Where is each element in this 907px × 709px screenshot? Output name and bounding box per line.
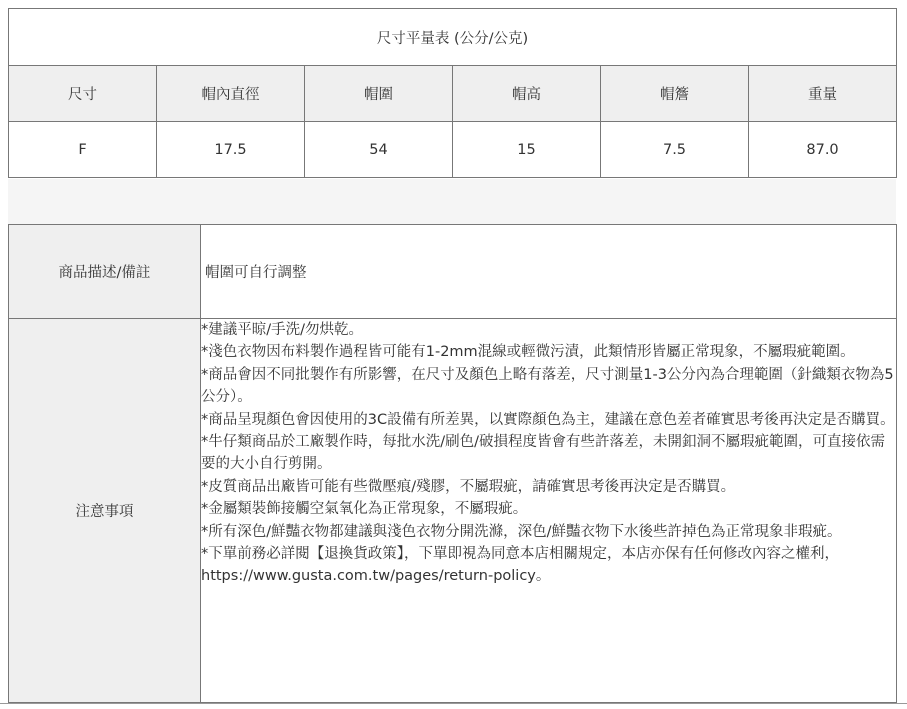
description-value: 帽圍可自行調整 — [201, 225, 897, 319]
size-table — [8, 8, 897, 178]
cell-height: 15 — [453, 122, 601, 178]
note-item: *淺色衣物因布料製作過程皆可能有1-2mm混線或輕微污漬，此類情形皆屬正常現象，不屬瑕疵範圍。 — [201, 344, 855, 361]
header-inner-diameter: 帽內直徑 — [157, 66, 305, 122]
note-item: *下單前務必詳閱【退換貨政策】，下單即視為同意本店相關規定，本店亦保有任何修改內容之權利，https://www.gusta.com.tw/pages/return-policy。 — [201, 546, 839, 585]
header-height: 帽高 — [453, 66, 601, 122]
bottom-rule — [0, 703, 907, 704]
header-weight: 重量 — [749, 66, 897, 122]
note-item: *牛仔類商品於工廠製作時，每批水洗/刷色/破損程度皆會有些許落差，未開釦洞不屬瑕疵範圍，可直接依需要的大小自行剪開。 — [201, 434, 886, 473]
cell-inner-diameter: 17.5 — [157, 122, 305, 178]
product-info-table — [8, 224, 897, 703]
cell-weight: 87.0 — [749, 122, 897, 178]
note-item: *金屬類裝飾接觸空氣氧化為正常現象，不屬瑕疵。 — [201, 501, 528, 518]
cell-brim: 7.5 — [601, 122, 749, 178]
description-row — [9, 225, 897, 319]
note-item: *商品呈現顏色會因使用的3C設備有所差異，以實際顏色為主，建議在意色差者確實思考後再決定是否購買。 — [201, 411, 895, 428]
size-table-title: 尺寸平量表 (公分/公克) — [9, 9, 897, 66]
note-item: *所有深色/鮮豔衣物都建議與淺色衣物分開洗滌，深色/鮮豔衣物下水後些許掉色為正常現象非瑕疵。 — [201, 523, 842, 540]
note-item: *商品會因不同批製作有所影響，在尺寸及顏色上略有落差，尺寸測量1-3公分內為合理範圍（針織類衣物為5公分）。 — [201, 366, 894, 406]
header-size: 尺寸 — [9, 66, 157, 122]
notes-content — [201, 319, 897, 703]
note-item: *皮質商品出廠皆可能有些微壓痕/殘膠，不屬瑕疵，請確實思考後再決定是否購買。 — [201, 478, 736, 495]
section-spacer — [8, 179, 896, 224]
description-label: 商品描述/備註 — [9, 225, 201, 319]
table-row — [9, 122, 897, 178]
notes-list — [201, 319, 896, 588]
cell-size: F — [9, 122, 157, 178]
header-circumference: 帽圍 — [305, 66, 453, 122]
size-table-header-row — [9, 66, 897, 122]
cell-circumference: 54 — [305, 122, 453, 178]
notes-row — [9, 319, 897, 703]
header-brim: 帽簷 — [601, 66, 749, 122]
note-item: *建議平晾/手洗/勿烘乾。 — [201, 322, 364, 338]
notes-label: 注意事項 — [9, 319, 201, 703]
